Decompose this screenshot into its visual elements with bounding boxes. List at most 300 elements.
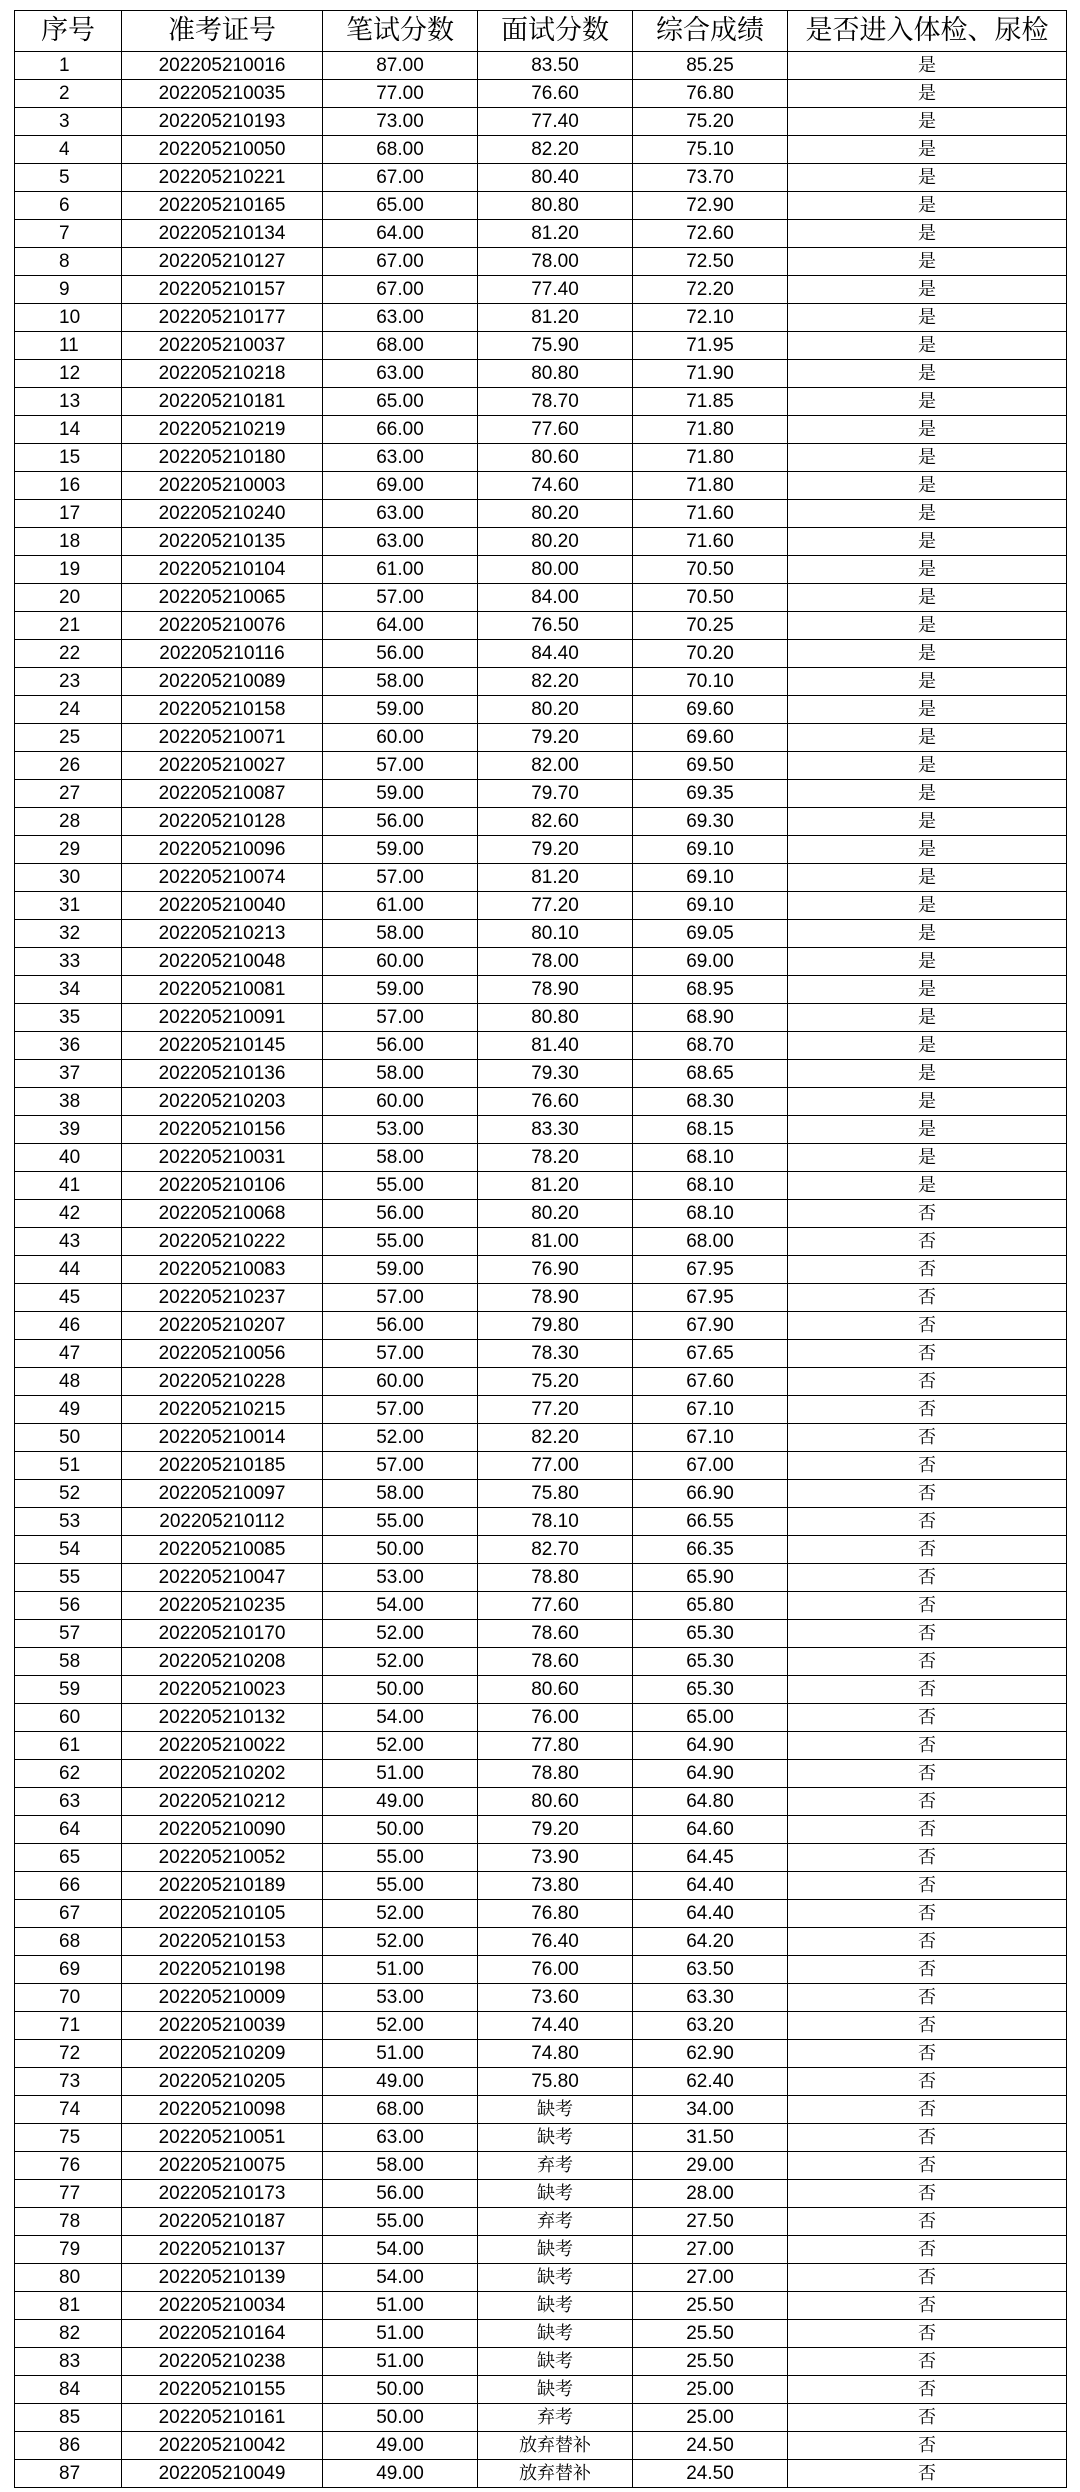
cell-exam-id: 202205210198	[122, 1956, 323, 1984]
cell-exam-id: 202205210097	[122, 1480, 323, 1508]
cell-interview-score: 81.40	[478, 1032, 633, 1060]
cell-written-score: 50.00	[323, 1816, 478, 1844]
table-row	[15, 1144, 1067, 1172]
cell-exam-id: 202205210235	[122, 1592, 323, 1620]
table-row	[15, 1732, 1067, 1760]
cell-interview-score: 75.90	[478, 332, 633, 360]
cell-interview-score: 缺考	[478, 2124, 633, 2152]
table-row	[15, 2208, 1067, 2236]
table-row	[15, 1816, 1067, 1844]
cell-exam-id: 202205210089	[122, 668, 323, 696]
cell-physical-exam: 是	[788, 696, 1067, 724]
cell-exam-id: 202205210042	[122, 2432, 323, 2460]
table-row	[15, 2264, 1067, 2292]
table-row	[15, 2404, 1067, 2432]
cell-exam-id: 202205210207	[122, 1312, 323, 1340]
cell-physical-exam: 否	[788, 1508, 1067, 1536]
table-row	[15, 1704, 1067, 1732]
cell-exam-id: 202205210075	[122, 2152, 323, 2180]
cell-total-score: 27.00	[633, 2264, 788, 2292]
cell-physical-exam: 否	[788, 1480, 1067, 1508]
cell-seq: 22	[15, 640, 122, 668]
cell-physical-exam: 否	[788, 1760, 1067, 1788]
cell-seq: 2	[15, 80, 122, 108]
cell-exam-id: 202205210221	[122, 164, 323, 192]
cell-physical-exam: 是	[788, 304, 1067, 332]
cell-interview-score: 76.60	[478, 1088, 633, 1116]
cell-total-score: 71.85	[633, 388, 788, 416]
cell-seq: 57	[15, 1620, 122, 1648]
cell-physical-exam: 否	[788, 2236, 1067, 2264]
cell-seq: 8	[15, 248, 122, 276]
cell-seq: 73	[15, 2068, 122, 2096]
table-row	[15, 2180, 1067, 2208]
cell-physical-exam: 是	[788, 416, 1067, 444]
cell-physical-exam: 否	[788, 1928, 1067, 1956]
cell-exam-id: 202205210096	[122, 836, 323, 864]
cell-physical-exam: 否	[788, 1732, 1067, 1760]
cell-exam-id: 202205210051	[122, 2124, 323, 2152]
cell-total-score: 68.10	[633, 1172, 788, 1200]
cell-seq: 52	[15, 1480, 122, 1508]
cell-interview-score: 弃考	[478, 2152, 633, 2180]
cell-physical-exam: 否	[788, 1424, 1067, 1452]
cell-interview-score: 81.20	[478, 304, 633, 332]
cell-seq: 35	[15, 1004, 122, 1032]
cell-written-score: 65.00	[323, 388, 478, 416]
cell-total-score: 71.80	[633, 472, 788, 500]
cell-interview-score: 缺考	[478, 2320, 633, 2348]
cell-total-score: 24.50	[633, 2432, 788, 2460]
cell-written-score: 55.00	[323, 1844, 478, 1872]
cell-interview-score: 80.60	[478, 444, 633, 472]
cell-interview-score: 84.00	[478, 584, 633, 612]
cell-physical-exam: 是	[788, 276, 1067, 304]
cell-written-score: 51.00	[323, 1760, 478, 1788]
cell-written-score: 52.00	[323, 1732, 478, 1760]
cell-physical-exam: 是	[788, 444, 1067, 472]
cell-total-score: 72.90	[633, 192, 788, 220]
cell-interview-score: 77.40	[478, 108, 633, 136]
cell-written-score: 67.00	[323, 248, 478, 276]
cell-physical-exam: 否	[788, 1452, 1067, 1480]
cell-physical-exam: 否	[788, 1256, 1067, 1284]
cell-total-score: 69.10	[633, 836, 788, 864]
cell-total-score: 67.60	[633, 1368, 788, 1396]
cell-interview-score: 77.20	[478, 1396, 633, 1424]
cell-seq: 76	[15, 2152, 122, 2180]
cell-interview-score: 78.90	[478, 976, 633, 1004]
cell-exam-id: 202205210127	[122, 248, 323, 276]
cell-physical-exam: 否	[788, 1676, 1067, 1704]
cell-written-score: 59.00	[323, 836, 478, 864]
cell-interview-score: 77.80	[478, 1732, 633, 1760]
cell-total-score: 73.70	[633, 164, 788, 192]
cell-total-score: 64.20	[633, 1928, 788, 1956]
cell-exam-id: 202205210153	[122, 1928, 323, 1956]
cell-total-score: 68.90	[633, 1004, 788, 1032]
cell-exam-id: 202205210106	[122, 1172, 323, 1200]
cell-interview-score: 82.20	[478, 136, 633, 164]
cell-physical-exam: 否	[788, 2068, 1067, 2096]
cell-physical-exam: 否	[788, 1368, 1067, 1396]
cell-total-score: 64.45	[633, 1844, 788, 1872]
cell-exam-id: 202205210052	[122, 1844, 323, 1872]
cell-exam-id: 202205210022	[122, 1732, 323, 1760]
table-row	[15, 108, 1067, 136]
cell-exam-id: 202205210157	[122, 276, 323, 304]
cell-physical-exam: 否	[788, 1816, 1067, 1844]
cell-seq: 11	[15, 332, 122, 360]
cell-physical-exam: 否	[788, 2376, 1067, 2404]
table-row	[15, 640, 1067, 668]
cell-interview-score: 缺考	[478, 2180, 633, 2208]
cell-interview-score: 82.60	[478, 808, 633, 836]
cell-seq: 50	[15, 1424, 122, 1452]
cell-seq: 44	[15, 1256, 122, 1284]
cell-total-score: 65.00	[633, 1704, 788, 1732]
table-row	[15, 164, 1067, 192]
cell-written-score: 60.00	[323, 1088, 478, 1116]
cell-physical-exam: 否	[788, 1900, 1067, 1928]
cell-seq: 77	[15, 2180, 122, 2208]
cell-physical-exam: 否	[788, 2292, 1067, 2320]
cell-physical-exam: 否	[788, 2348, 1067, 2376]
cell-seq: 39	[15, 1116, 122, 1144]
table-row	[15, 1396, 1067, 1424]
cell-interview-score: 78.90	[478, 1284, 633, 1312]
table-row	[15, 1760, 1067, 1788]
cell-written-score: 58.00	[323, 2152, 478, 2180]
cell-physical-exam: 是	[788, 920, 1067, 948]
cell-written-score: 50.00	[323, 2376, 478, 2404]
cell-interview-score: 79.20	[478, 724, 633, 752]
cell-seq: 34	[15, 976, 122, 1004]
cell-exam-id: 202205210212	[122, 1788, 323, 1816]
cell-written-score: 52.00	[323, 1900, 478, 1928]
cell-seq: 26	[15, 752, 122, 780]
cell-interview-score: 78.10	[478, 1508, 633, 1536]
cell-physical-exam: 是	[788, 1116, 1067, 1144]
table-row	[15, 1256, 1067, 1284]
cell-exam-id: 202205210090	[122, 1816, 323, 1844]
cell-physical-exam: 是	[788, 248, 1067, 276]
cell-exam-id: 202205210087	[122, 780, 323, 808]
cell-written-score: 56.00	[323, 1032, 478, 1060]
cell-seq: 71	[15, 2012, 122, 2040]
cell-seq: 37	[15, 1060, 122, 1088]
table-row	[15, 2096, 1067, 2124]
cell-exam-id: 202205210213	[122, 920, 323, 948]
cell-seq: 83	[15, 2348, 122, 2376]
cell-written-score: 57.00	[323, 1452, 478, 1480]
cell-total-score: 71.95	[633, 332, 788, 360]
cell-exam-id: 202205210164	[122, 2320, 323, 2348]
table-row	[15, 1452, 1067, 1480]
cell-exam-id: 202205210209	[122, 2040, 323, 2068]
cell-total-score: 63.20	[633, 2012, 788, 2040]
cell-written-score: 49.00	[323, 2460, 478, 2488]
cell-written-score: 65.00	[323, 192, 478, 220]
cell-written-score: 54.00	[323, 2264, 478, 2292]
cell-seq: 32	[15, 920, 122, 948]
cell-physical-exam: 是	[788, 1004, 1067, 1032]
cell-total-score: 64.90	[633, 1732, 788, 1760]
cell-exam-id: 202205210219	[122, 416, 323, 444]
cell-interview-score: 放弃替补	[478, 2432, 633, 2460]
cell-exam-id: 202205210238	[122, 2348, 323, 2376]
cell-written-score: 63.00	[323, 444, 478, 472]
cell-exam-id: 202205210158	[122, 696, 323, 724]
cell-exam-id: 202205210014	[122, 1424, 323, 1452]
cell-interview-score: 80.20	[478, 1200, 633, 1228]
table-row	[15, 2040, 1067, 2068]
cell-exam-id: 202205210205	[122, 2068, 323, 2096]
cell-interview-score: 80.20	[478, 696, 633, 724]
table-row	[15, 360, 1067, 388]
cell-seq: 3	[15, 108, 122, 136]
cell-total-score: 67.95	[633, 1284, 788, 1312]
cell-physical-exam: 否	[788, 2432, 1067, 2460]
cell-interview-score: 76.00	[478, 1704, 633, 1732]
cell-total-score: 69.35	[633, 780, 788, 808]
cell-interview-score: 83.30	[478, 1116, 633, 1144]
cell-total-score: 29.00	[633, 2152, 788, 2180]
table-row	[15, 1928, 1067, 1956]
cell-interview-score: 79.80	[478, 1312, 633, 1340]
cell-interview-score: 78.20	[478, 1144, 633, 1172]
cell-interview-score: 78.80	[478, 1760, 633, 1788]
cell-interview-score: 75.80	[478, 1480, 633, 1508]
cell-seq: 1	[15, 52, 122, 80]
cell-interview-score: 放弃替补	[478, 2460, 633, 2488]
table-row	[15, 584, 1067, 612]
cell-interview-score: 77.60	[478, 1592, 633, 1620]
table-row	[15, 1872, 1067, 1900]
cell-physical-exam: 否	[788, 1564, 1067, 1592]
cell-exam-id: 202205210047	[122, 1564, 323, 1592]
cell-seq: 40	[15, 1144, 122, 1172]
cell-physical-exam: 否	[788, 2152, 1067, 2180]
cell-seq: 23	[15, 668, 122, 696]
cell-total-score: 25.50	[633, 2292, 788, 2320]
cell-physical-exam: 否	[788, 2180, 1067, 2208]
cell-interview-score: 82.20	[478, 668, 633, 696]
cell-seq: 72	[15, 2040, 122, 2068]
cell-physical-exam: 是	[788, 1088, 1067, 1116]
cell-written-score: 51.00	[323, 1956, 478, 1984]
cell-exam-id: 202205210085	[122, 1536, 323, 1564]
cell-physical-exam: 是	[788, 584, 1067, 612]
cell-total-score: 62.90	[633, 2040, 788, 2068]
cell-seq: 20	[15, 584, 122, 612]
cell-exam-id: 202205210081	[122, 976, 323, 1004]
cell-written-score: 61.00	[323, 556, 478, 584]
table-row	[15, 2012, 1067, 2040]
table-row	[15, 752, 1067, 780]
cell-interview-score: 78.00	[478, 248, 633, 276]
cell-total-score: 69.30	[633, 808, 788, 836]
cell-written-score: 67.00	[323, 276, 478, 304]
cell-total-score: 69.50	[633, 752, 788, 780]
cell-exam-id: 202205210068	[122, 1200, 323, 1228]
cell-total-score: 25.50	[633, 2348, 788, 2376]
cell-seq: 17	[15, 500, 122, 528]
cell-total-score: 25.50	[633, 2320, 788, 2348]
header-seq: 序号	[15, 11, 122, 52]
cell-total-score: 34.00	[633, 2096, 788, 2124]
cell-total-score: 64.60	[633, 1816, 788, 1844]
cell-total-score: 68.10	[633, 1200, 788, 1228]
cell-physical-exam: 否	[788, 1396, 1067, 1424]
cell-interview-score: 81.20	[478, 864, 633, 892]
cell-physical-exam: 是	[788, 948, 1067, 976]
cell-total-score: 69.10	[633, 892, 788, 920]
cell-written-score: 49.00	[323, 2432, 478, 2460]
table-row	[15, 556, 1067, 584]
cell-physical-exam: 否	[788, 2012, 1067, 2040]
cell-exam-id: 202205210003	[122, 472, 323, 500]
cell-written-score: 55.00	[323, 1172, 478, 1200]
cell-written-score: 77.00	[323, 80, 478, 108]
cell-exam-id: 202205210027	[122, 752, 323, 780]
cell-seq: 74	[15, 2096, 122, 2124]
cell-written-score: 51.00	[323, 2040, 478, 2068]
cell-total-score: 69.60	[633, 696, 788, 724]
cell-seq: 18	[15, 528, 122, 556]
cell-exam-id: 202205210116	[122, 640, 323, 668]
cell-physical-exam: 否	[788, 2096, 1067, 2124]
header-interview-score: 面试分数	[478, 11, 633, 52]
cell-total-score: 28.00	[633, 2180, 788, 2208]
table-row	[15, 1004, 1067, 1032]
cell-physical-exam: 否	[788, 1312, 1067, 1340]
table-row	[15, 2068, 1067, 2096]
cell-exam-id: 202205210076	[122, 612, 323, 640]
cell-seq: 47	[15, 1340, 122, 1368]
cell-seq: 27	[15, 780, 122, 808]
cell-total-score: 67.00	[633, 1452, 788, 1480]
cell-seq: 49	[15, 1396, 122, 1424]
cell-seq: 24	[15, 696, 122, 724]
table-row	[15, 1116, 1067, 1144]
cell-written-score: 54.00	[323, 1704, 478, 1732]
cell-written-score: 51.00	[323, 2292, 478, 2320]
cell-exam-id: 202205210134	[122, 220, 323, 248]
cell-physical-exam: 是	[788, 220, 1067, 248]
results-table-container	[14, 10, 1067, 2488]
cell-interview-score: 73.80	[478, 1872, 633, 1900]
cell-total-score: 71.60	[633, 500, 788, 528]
cell-exam-id: 202205210228	[122, 1368, 323, 1396]
table-row	[15, 976, 1067, 1004]
cell-exam-id: 202205210112	[122, 1508, 323, 1536]
cell-interview-score: 82.00	[478, 752, 633, 780]
cell-seq: 69	[15, 1956, 122, 1984]
table-row	[15, 1536, 1067, 1564]
cell-written-score: 73.00	[323, 108, 478, 136]
cell-interview-score: 74.80	[478, 2040, 633, 2068]
cell-exam-id: 202205210091	[122, 1004, 323, 1032]
cell-total-score: 71.80	[633, 444, 788, 472]
cell-written-score: 58.00	[323, 668, 478, 696]
cell-interview-score: 缺考	[478, 2376, 633, 2404]
cell-seq: 58	[15, 1648, 122, 1676]
cell-seq: 6	[15, 192, 122, 220]
cell-interview-score: 75.20	[478, 1368, 633, 1396]
cell-seq: 51	[15, 1452, 122, 1480]
table-row	[15, 948, 1067, 976]
cell-interview-score: 84.40	[478, 640, 633, 668]
table-row	[15, 1956, 1067, 1984]
cell-total-score: 76.80	[633, 80, 788, 108]
cell-written-score: 57.00	[323, 1396, 478, 1424]
cell-interview-score: 79.20	[478, 1816, 633, 1844]
table-row	[15, 1088, 1067, 1116]
cell-written-score: 51.00	[323, 2348, 478, 2376]
table-body	[15, 52, 1067, 2488]
cell-seq: 85	[15, 2404, 122, 2432]
table-row	[15, 1480, 1067, 1508]
cell-seq: 63	[15, 1788, 122, 1816]
cell-exam-id: 202205210056	[122, 1340, 323, 1368]
cell-interview-score: 缺考	[478, 2348, 633, 2376]
cell-physical-exam: 否	[788, 1648, 1067, 1676]
cell-total-score: 70.20	[633, 640, 788, 668]
cell-written-score: 53.00	[323, 1984, 478, 2012]
header-total-score: 综合成绩	[633, 11, 788, 52]
cell-physical-exam: 否	[788, 2460, 1067, 2488]
cell-written-score: 55.00	[323, 1872, 478, 1900]
cell-seq: 61	[15, 1732, 122, 1760]
cell-total-score: 67.10	[633, 1424, 788, 1452]
cell-interview-score: 80.60	[478, 1788, 633, 1816]
cell-written-score: 64.00	[323, 220, 478, 248]
cell-total-score: 63.30	[633, 1984, 788, 2012]
table-row	[15, 1228, 1067, 1256]
table-row	[15, 1368, 1067, 1396]
cell-interview-score: 81.20	[478, 1172, 633, 1200]
cell-total-score: 65.90	[633, 1564, 788, 1592]
cell-interview-score: 77.60	[478, 416, 633, 444]
cell-physical-exam: 是	[788, 836, 1067, 864]
cell-written-score: 57.00	[323, 864, 478, 892]
cell-interview-score: 80.40	[478, 164, 633, 192]
cell-physical-exam: 是	[788, 1144, 1067, 1172]
cell-written-score: 57.00	[323, 752, 478, 780]
cell-total-score: 66.90	[633, 1480, 788, 1508]
cell-interview-score: 81.00	[478, 1228, 633, 1256]
table-row	[15, 1900, 1067, 1928]
cell-written-score: 58.00	[323, 920, 478, 948]
cell-seq: 79	[15, 2236, 122, 2264]
cell-physical-exam: 是	[788, 360, 1067, 388]
cell-physical-exam: 是	[788, 164, 1067, 192]
table-row	[15, 892, 1067, 920]
cell-physical-exam: 是	[788, 108, 1067, 136]
cell-written-score: 68.00	[323, 332, 478, 360]
cell-total-score: 67.90	[633, 1312, 788, 1340]
cell-physical-exam: 是	[788, 668, 1067, 696]
cell-written-score: 53.00	[323, 1116, 478, 1144]
cell-interview-score: 78.70	[478, 388, 633, 416]
cell-exam-id: 202205210180	[122, 444, 323, 472]
table-row	[15, 920, 1067, 948]
cell-seq: 15	[15, 444, 122, 472]
cell-seq: 64	[15, 1816, 122, 1844]
cell-interview-score: 79.30	[478, 1060, 633, 1088]
cell-total-score: 67.10	[633, 1396, 788, 1424]
